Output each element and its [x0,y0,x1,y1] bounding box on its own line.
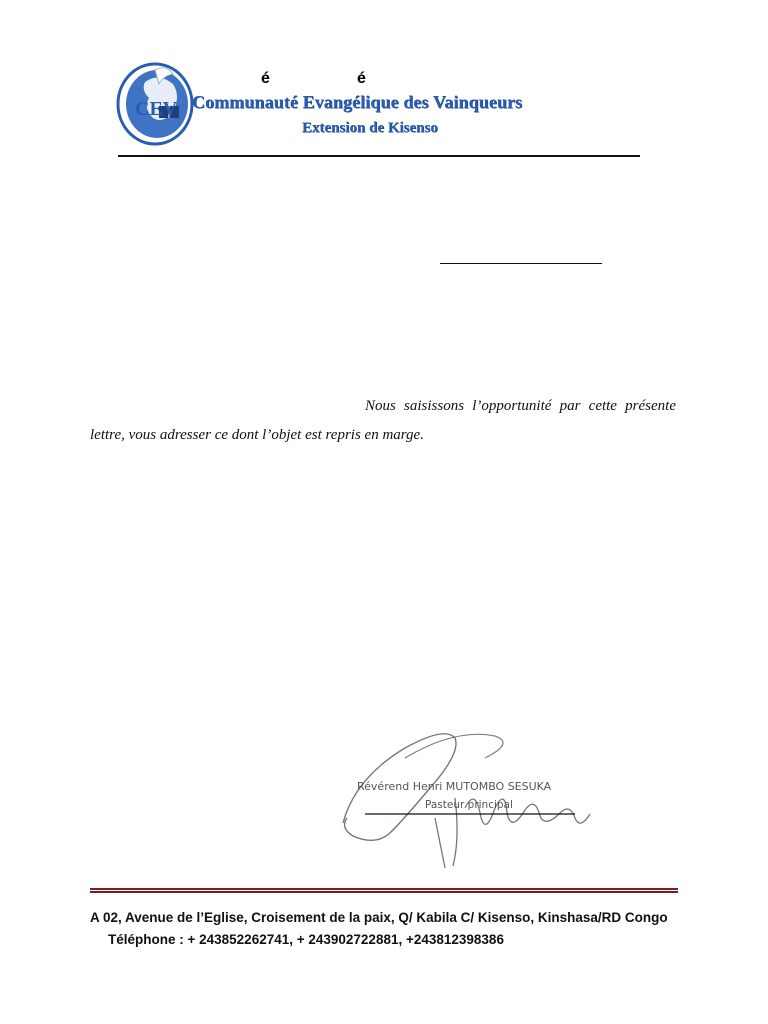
header-accent-1: é [261,70,270,87]
header-accent-2: é [357,70,366,87]
footer-divider [90,888,678,893]
organization-name: Communauté Evangélique des Vainqueurs [192,92,523,112]
stamp-title: Pasteur principal [425,799,513,811]
subject-underline [440,263,602,264]
signature-stamp [335,718,600,873]
church-logo [115,60,195,146]
organization-branch: Extension de Kisenso [302,120,438,136]
footer-address: A 02, Avenue de l’Eglise, Croisement de la paix, Q/ Kabila C/ Kisenso, Kinshasa/RD Congo [90,910,668,925]
header-divider [118,155,640,157]
stamp-name: Révérend Henri MUTOMBO SESUKA [357,780,552,793]
logo-monogram: CEV [135,98,178,120]
letter-body-paragraph: Nous saisissons l’opportunité par cette présente lettre, vous adresser ce dont l’objet est repris en marge. [90,398,676,443]
footer-phone: Téléphone : + 243852262741, + 243902722881, +243812398386 [108,932,504,947]
